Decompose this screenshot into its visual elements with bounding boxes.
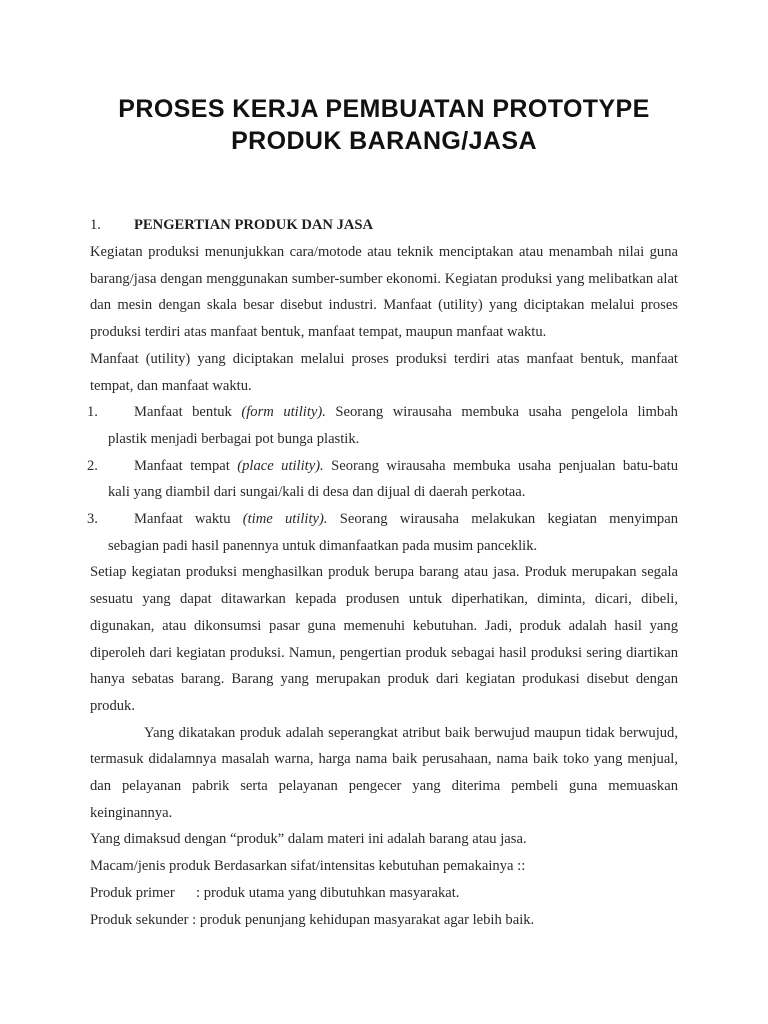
paragraph-4: Yang dikatakan produk adalah seperangkat atribut baik berwujud maupun tidak berwujud, termasuk didalamnya masalah warna, harga nama baik perusahaan, nama baik toko yang menjual, dan pelayanan pabrik serta pelayanan pengecer yang diterima pembeli guna memuaskan keinginannya. bbox=[90, 724, 678, 821]
definition-term: Produk primer bbox=[90, 884, 175, 901]
paragraph-2: Manfaat (utility) yang diciptakan melalui proses produksi terdiri atas manfaat bentuk, manfaat tempat, dan manfaat waktu. bbox=[90, 350, 678, 394]
paragraph-6: Macam/jenis produk Berdasarkan sifat/intensitas kebutuhan pemakainya :: bbox=[90, 858, 526, 875]
title-line-2: PRODUK BARANG/JASA bbox=[231, 127, 537, 155]
list-item-3 bbox=[87, 506, 679, 559]
list-item-continuation: kali yang diambil dari sungai/kali di desa dan dijual di daerah perkotaa. bbox=[108, 484, 526, 501]
definition-text: : produk penunjang kehidupan masyarakat agar lebih baik. bbox=[192, 911, 535, 928]
list-item-continuation: plastik menjadi berbagai pot bunga plastik. bbox=[108, 430, 360, 447]
definition-primary bbox=[90, 880, 678, 907]
section-heading bbox=[90, 213, 678, 237]
list-lead: Manfaat bentuk bbox=[134, 404, 232, 421]
list-item-first-line bbox=[108, 506, 678, 533]
list-term: (time utility). bbox=[242, 511, 328, 528]
title-line-1: PROSES KERJA PEMBUATAN PROTOTYPE bbox=[118, 95, 650, 123]
list-item-continuation: sebagian padi hasil panennya untuk dimanfaatkan pada musim panceklik. bbox=[108, 537, 538, 554]
list-text: Seorang wirausaha membuka usaha penjualan batu-batu bbox=[331, 457, 678, 474]
list-lead: Manfaat tempat bbox=[134, 457, 230, 474]
paragraph-1: Kegiatan produksi menunjukkan cara/motode atau teknik menciptakan atau menambah nilai guna barang/jasa dengan menggunakan sumber-sumber ekonomi. Kegiatan produksi yang melibatkan alat dan mesin dengan skala besar disebut industri. Manfaat (utility) yang diciptakan melalui proses produksi terdiri atas manfaat bentuk, manfaat tempat, maupun manfaat waktu. bbox=[90, 244, 678, 341]
document-body bbox=[87, 213, 679, 933]
list-number: 2. bbox=[87, 457, 98, 474]
list-number: 1. bbox=[87, 404, 98, 421]
paragraph-5: Yang dimaksud dengan “produk” dalam materi ini adalah barang atau jasa. bbox=[90, 831, 527, 848]
list-item-first-line bbox=[108, 399, 678, 426]
definition-text: : produk utama yang dibutuhkan masyarakat. bbox=[196, 884, 460, 901]
list-number: 3. bbox=[87, 511, 98, 528]
list-text: Seorang wirausaha melakukan kegiatan menyimpan bbox=[339, 511, 679, 528]
list-item-2 bbox=[87, 453, 678, 506]
list-text: Seorang wirausaha membuka usaha pengelola limbah bbox=[335, 404, 678, 421]
list-term: (form utility). bbox=[241, 404, 326, 421]
list-item-1 bbox=[87, 399, 678, 452]
document-title bbox=[60, 93, 708, 157]
definition-secondary bbox=[90, 907, 678, 934]
list-term: (place utility). bbox=[237, 457, 324, 474]
section-heading-text: PENGERTIAN PRODUK DAN JASA bbox=[134, 217, 374, 233]
definition-term: Produk sekunder bbox=[90, 911, 189, 928]
list-item-first-line bbox=[108, 453, 678, 480]
section-number: 1. bbox=[90, 217, 101, 233]
list-lead: Manfaat waktu bbox=[134, 511, 231, 528]
paragraph-3: Setiap kegiatan produksi menghasilkan produk berupa barang atau jasa. Produk merupakan segala sesuatu yang dapat ditawarkan kepada produsen untuk diperhatikan, diminta, dicari, dibeli, digunakan, atau dikonsumsi pasar guna memenuhi kebutuhan. Jadi, produk adalah hasil yang diperoleh dari kegiatan produksi. Namun, pengertian produk sebagai hasil produksi sering diartikan hanya sebatas barang. Barang yang merupakan produk dari kegiatan produkasi disebut dengan produk. bbox=[90, 564, 678, 714]
